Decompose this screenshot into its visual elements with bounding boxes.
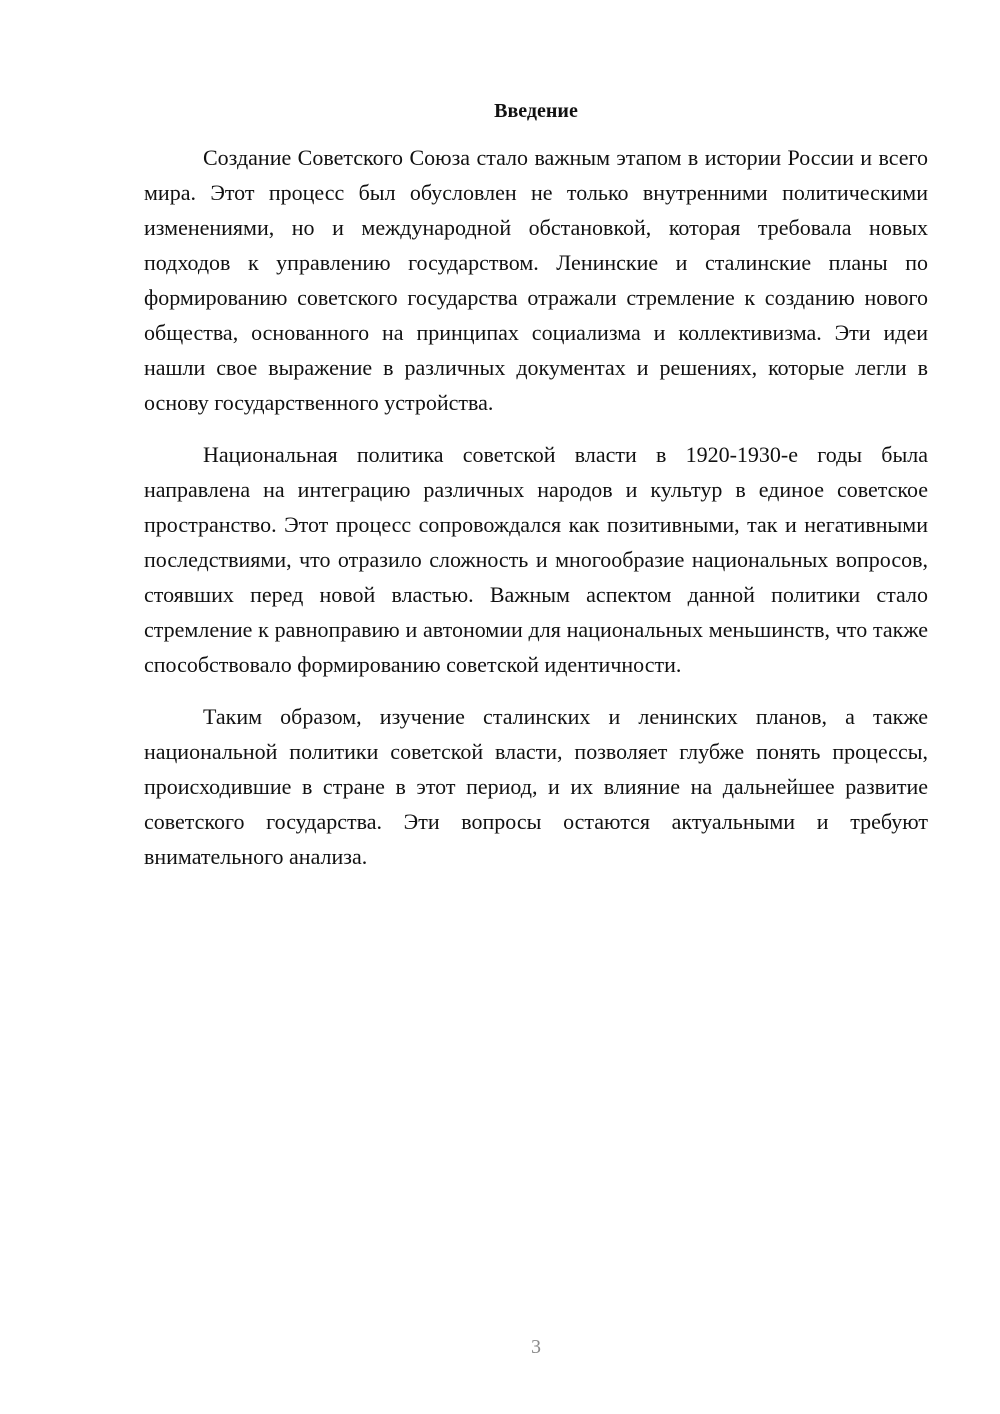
paragraph-3: Таким образом, изучение сталинских и ленинских планов, а также национальной политики советской власти, позволяет глубже понять процессы, происходившие в стране в этот период, и их влияние на дальнейшее развитие советского государства. Эти вопросы остаются актуальными и требуют внимательного анализа.	[144, 704, 928, 869]
paragraph-1: Создание Советского Союза стало важным этапом в истории России и всего мира. Этот процесс был обусловлен не только внутренними политическими изменениями, но и международной обстановкой, которая требовала новых подходов к управлению государством. Ленинские и сталинские планы по формированию советского государства отражали стремление к созданию нового общества, основанного на принципах социализма и коллективизма. Эти идеи нашли свое выражение в различных документах и решениях, которые легли в основу государственного устройства.	[144, 145, 928, 415]
page-number: 3	[531, 1336, 541, 1358]
section-heading: Введение	[494, 100, 578, 122]
document-body	[144, 96, 928, 891]
paragraph-2: Национальная политика советской власти в 1920-1930-е годы была направлена на интеграцию различных народов и культур в единое советское пространство. Этот процесс сопровождался как позитивными, так и негативными последствиями, что отразило сложность и многообразие национальных вопросов, стоявших перед новой властью. Важным аспектом данной политики стало стремление к равноправию и автономии для национальных меньшинств, что также способствовало формированию советской идентичности.	[144, 442, 928, 677]
